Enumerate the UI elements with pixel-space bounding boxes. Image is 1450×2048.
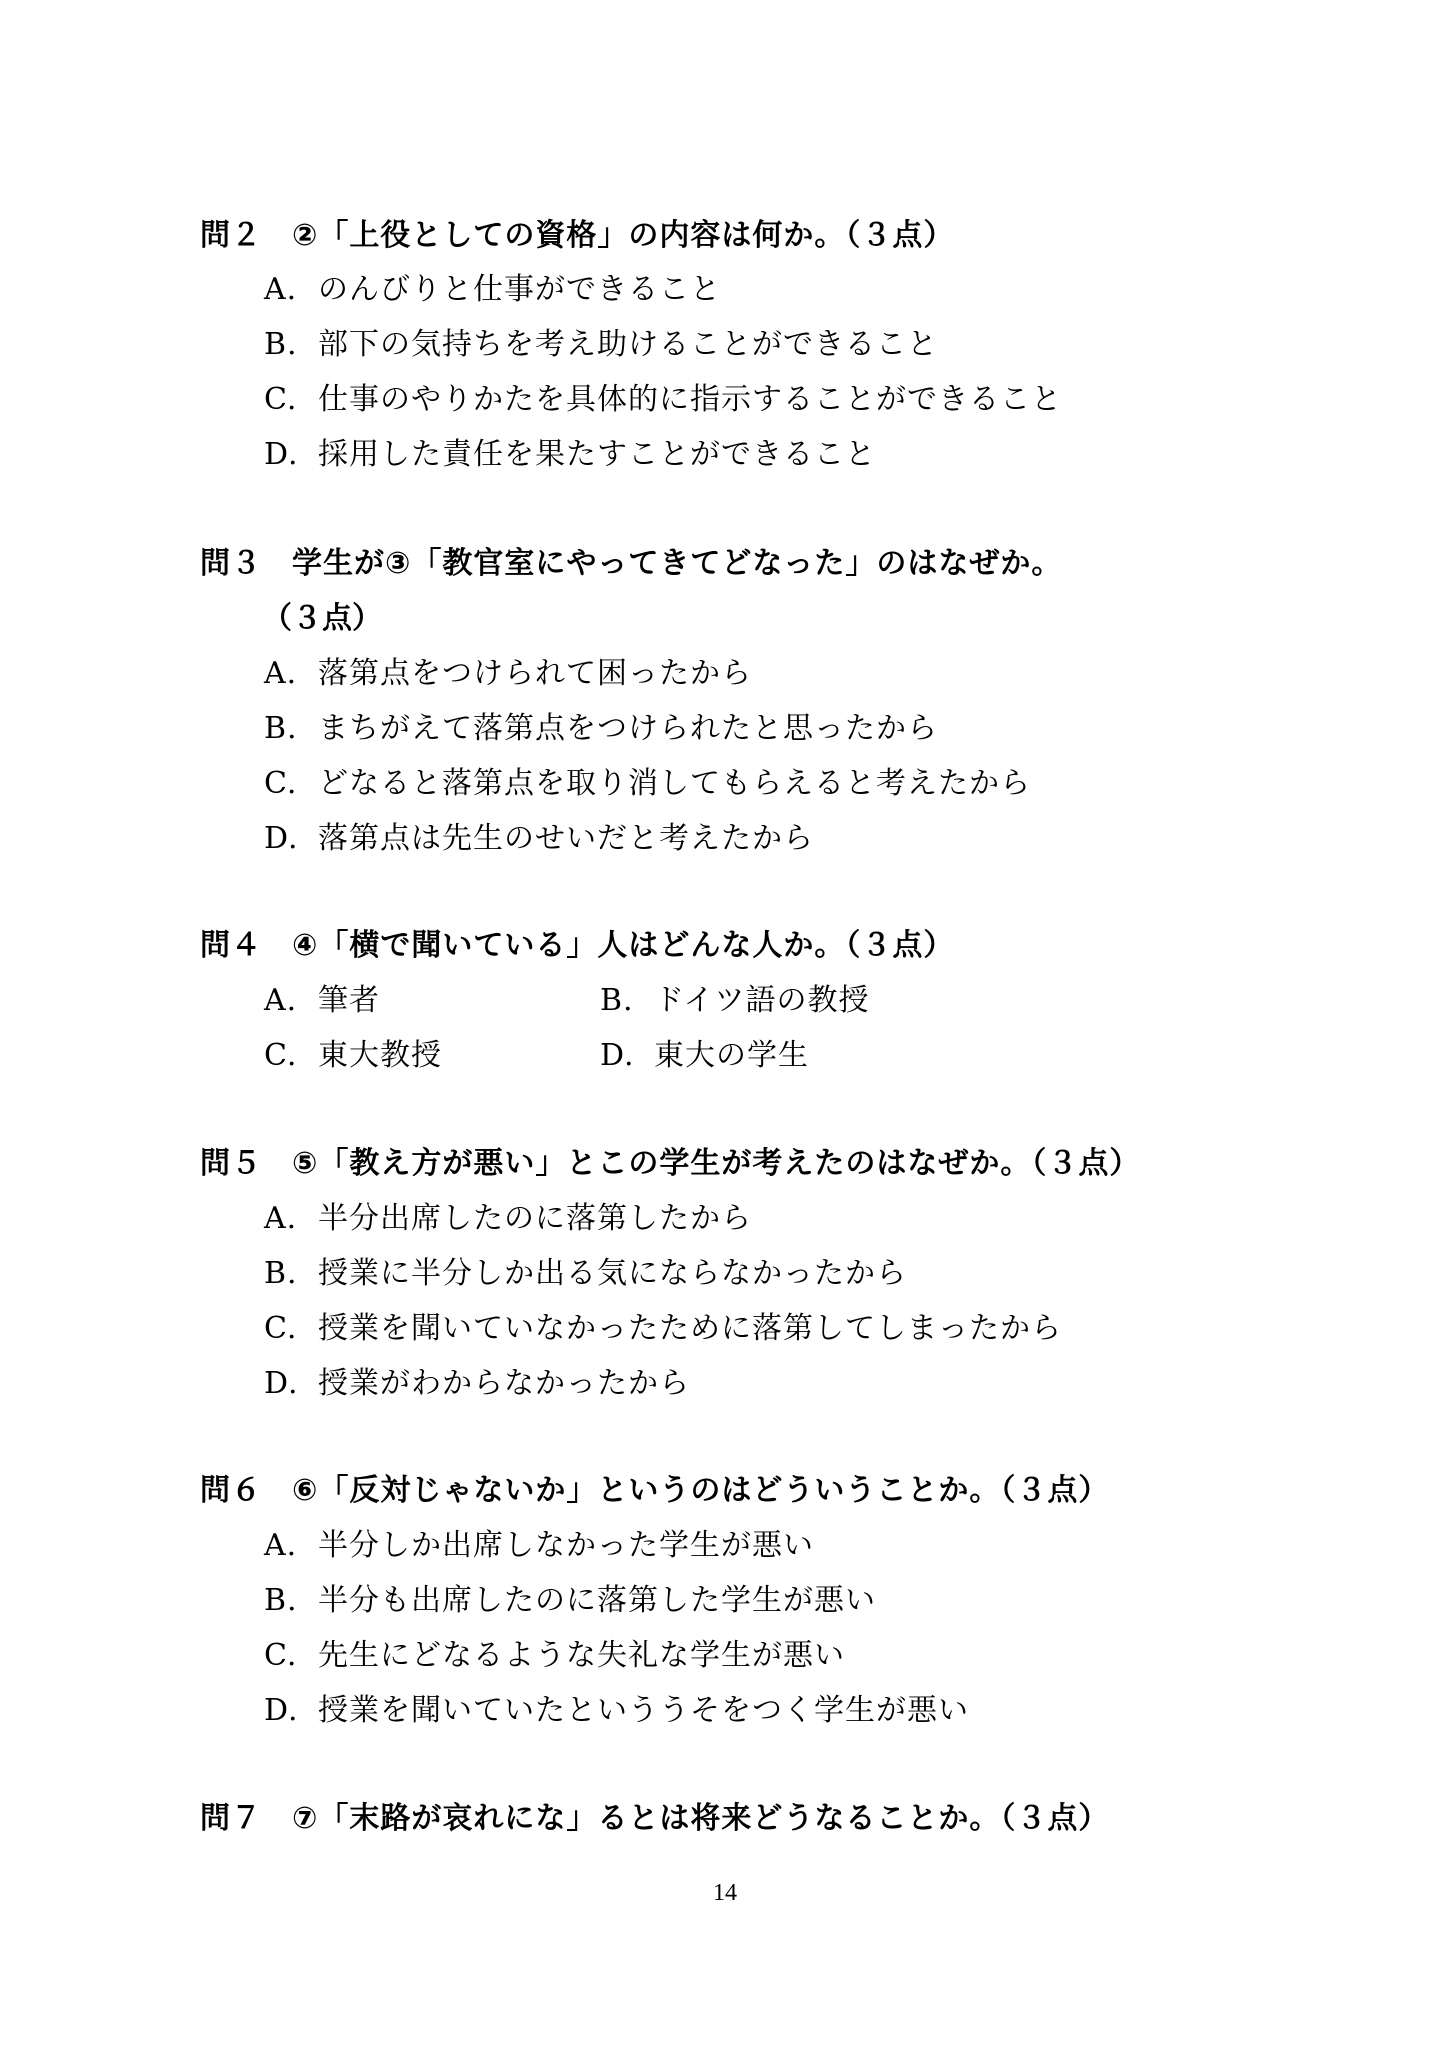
question-6-option-a [264,1520,814,1564]
option-letter: A. [264,272,298,307]
question-text: ④「横で聞いている」人はどんな人か。（３点） [292,928,955,963]
option-letter: C. [264,1038,298,1073]
option-letter: B. [264,327,298,362]
question-text: 学生が③「教官室にやってきてどなった」のはなぜか。 [292,546,1063,581]
option-letter: C. [264,382,298,417]
option-letter: D. [264,1366,299,1401]
question-4-heading [200,920,954,964]
option-text: 東大教授 [318,1038,442,1073]
question-number: 問４ [200,928,262,963]
option-text: どなると落第点を取り消してもらえると考えたから [318,766,1031,801]
option-letter: C. [264,1311,298,1346]
option-letter: B. [264,711,298,746]
question-text: ⑤「教え方が悪い」とこの学生が考えたのはなぜか。（３点） [292,1146,1141,1181]
question-text: ②「上役としての資格」の内容は何か。（３点） [292,218,955,253]
question-6-option-d [264,1685,969,1729]
option-letter: A. [264,1201,298,1236]
question-number: 問３ [200,546,262,581]
option-text: 授業を聞いていたといううそをつく学生が悪い [318,1693,969,1728]
option-letter: A. [264,656,298,691]
question-number: 問２ [200,218,262,253]
option-text: ドイツ語の教授 [654,983,870,1018]
question-4-option-c [264,1030,442,1074]
option-text: 筆者 [318,983,380,1018]
option-text: のんびりと仕事ができること [318,272,721,307]
question-number: 問７ [200,1801,262,1836]
question-5-option-a [264,1193,752,1237]
option-letter: A. [264,983,298,1018]
question-6-option-c [264,1630,845,1674]
question-5-heading [200,1138,1140,1182]
question-4-option-b [600,975,870,1019]
option-letter: D. [264,437,299,472]
question-text: ⑦「末路が哀れにな」るとは将来どうなることか。（３点） [292,1801,1110,1836]
question-number: 問６ [200,1473,262,1508]
question-number: 問５ [200,1146,262,1181]
option-text: 授業に半分しか出る気にならなかったから [318,1256,907,1291]
question-2-option-a [264,264,721,308]
option-text: 落第点をつけられて困ったから [318,656,752,691]
option-text: 半分出席したのに落第したから [318,1201,752,1236]
option-text: 先生にどなるような失礼な学生が悪い [318,1638,845,1673]
question-2-option-c [264,374,1062,418]
question-4-option-d [600,1030,809,1074]
option-text: 採用した責任を果たすことができること [318,437,876,472]
question-2-heading [200,210,954,254]
question-3-option-b [264,703,938,747]
question-3-option-c [264,758,1031,802]
option-letter: B. [600,983,634,1018]
option-letter: D. [600,1038,635,1073]
option-text: 半分しか出席しなかった学生が悪い [318,1528,814,1563]
question-3-option-a [264,648,752,692]
page-number: 14 [713,1880,737,1906]
option-text: 半分も出席したのに落第した学生が悪い [318,1583,876,1618]
question-text: ⑥「反対じゃないか」というのはどういうことか。（３点） [292,1473,1110,1508]
option-text: 授業を聞いていなかったために落第してしまったから [318,1311,1062,1346]
option-letter: D. [264,821,299,856]
question-6-option-b [264,1575,876,1619]
option-letter: D. [264,1693,299,1728]
question-5-option-c [264,1303,1062,1347]
question-4-option-a [264,975,380,1019]
option-text: 仕事のやりかたを具体的に指示することができること [318,382,1062,417]
question-3-heading [200,538,1062,582]
option-text: 部下の気持ちを考え助けることができること [318,327,938,362]
question-3-points: （３点） [262,601,382,636]
question-3-option-d [264,813,814,857]
question-2-option-d [264,429,876,473]
option-text: 落第点は先生のせいだと考えたから [318,821,814,856]
option-letter: A. [264,1528,298,1563]
question-2-option-b [264,319,938,363]
option-letter: B. [264,1256,298,1291]
option-letter: C. [264,1638,298,1673]
option-text: 授業がわからなかったから [318,1366,690,1401]
question-6-heading [200,1465,1109,1509]
option-text: まちがえて落第点をつけられたと思ったから [318,711,938,746]
option-letter: C. [264,766,298,801]
option-letter: B. [264,1583,298,1618]
option-text: 東大の学生 [654,1038,809,1073]
question-7-heading [200,1793,1109,1837]
question-5-option-d [264,1358,690,1402]
question-5-option-b [264,1248,907,1292]
